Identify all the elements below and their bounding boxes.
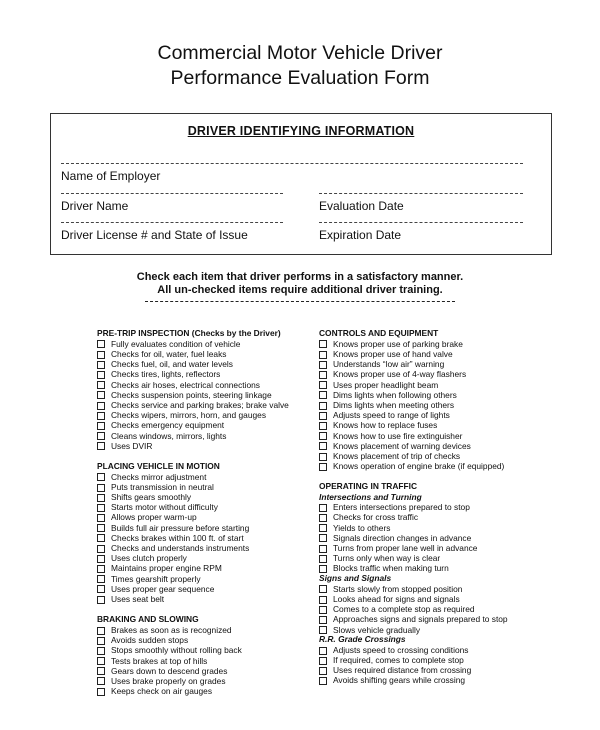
- driver-name-line[interactable]: [61, 193, 283, 194]
- license-line[interactable]: [61, 222, 283, 223]
- checkbox[interactable]: [97, 402, 105, 410]
- subsection-heading: Intersections and Turning: [319, 491, 422, 502]
- checklist-item-label: Checks and understands instruments: [111, 543, 250, 554]
- checklist-item: [97, 390, 297, 400]
- checklist-item-label: Checks wipers, mirrors, horn, and gauges: [111, 410, 267, 421]
- section-heading: OPERATING IN TRAFFIC: [319, 481, 418, 492]
- checklist-item: [319, 584, 549, 594]
- checklist-item: [319, 676, 549, 686]
- employer-label: Name of Employer: [61, 169, 161, 183]
- checkbox[interactable]: [97, 585, 105, 593]
- checklist-item-label: Knows placement of trip of checks: [333, 450, 461, 461]
- checklist-item-label: Adjusts speed to range of lights: [333, 410, 450, 421]
- checkbox[interactable]: [97, 422, 105, 430]
- checkbox[interactable]: [319, 667, 327, 675]
- subsection-heading: R.R. Grade Crossings: [319, 634, 406, 645]
- checklist-item-label: Fully evaluates condition of vehicle: [111, 338, 241, 349]
- checklist-item: [97, 676, 297, 686]
- checklist-item: [319, 544, 549, 554]
- checklist-item: [319, 594, 549, 604]
- checkbox[interactable]: [319, 412, 327, 420]
- checklist-item-label: Avoids shifting gears while crossing: [333, 675, 466, 686]
- checklist-item-label: Maintains proper engine RPM: [111, 563, 222, 574]
- checkbox[interactable]: [97, 677, 105, 685]
- checklist-item: [97, 687, 297, 697]
- checkbox[interactable]: [97, 494, 105, 502]
- checklist-item: [97, 401, 297, 411]
- checklist-item-label: Knows how to replace fuses: [333, 420, 438, 431]
- checklist-item-label: Understands “low air” warning: [333, 359, 445, 370]
- checkbox[interactable]: [319, 340, 327, 348]
- checklist-item-label: Approaches signs and signals prepared to stop: [333, 614, 508, 625]
- checklist-item-label: Uses proper headlight beam: [333, 379, 439, 390]
- checkbox[interactable]: [319, 391, 327, 399]
- checkbox[interactable]: [97, 504, 105, 512]
- checklist-item: [97, 656, 297, 666]
- checklist-item-label: Comes to a complete stop as required: [333, 604, 475, 615]
- checkbox[interactable]: [97, 596, 105, 604]
- right-checklist-column: [319, 329, 549, 686]
- checklist-item: [319, 503, 549, 513]
- checklist-item: [319, 441, 549, 451]
- form-title-line-1: Commercial Motor Vehicle Driver: [157, 42, 443, 64]
- checklist-item-label: Knows proper use of hand valve: [333, 349, 453, 360]
- section-heading: BRAKING AND SLOWING: [97, 614, 199, 625]
- checklist-item-label: Slows vehicle gradually: [333, 624, 421, 635]
- checklist-item-label: Checks fuel, oil, and water levels: [111, 359, 233, 370]
- license-label: Driver License # and State of Issue: [61, 228, 248, 242]
- checkbox[interactable]: [97, 432, 105, 440]
- checklist-item-label: Checks mirror adjustment: [111, 471, 207, 482]
- checklist-item-label: Dims lights when meeting others: [333, 400, 455, 410]
- checkbox[interactable]: [319, 555, 327, 563]
- checkbox[interactable]: [97, 340, 105, 348]
- checkbox[interactable]: [319, 534, 327, 542]
- checklist-item-label: Turns only when way is clear: [333, 553, 441, 564]
- checklist-item: [319, 554, 549, 564]
- checklist-item: [319, 605, 549, 615]
- checklist-item: [97, 564, 297, 574]
- checklist-item: [97, 350, 297, 360]
- checklist-item: [97, 636, 297, 646]
- driver-info-heading: DRIVER IDENTIFYING INFORMATION: [187, 124, 415, 138]
- checklist-item: [319, 380, 549, 390]
- checklist-item: [319, 656, 549, 666]
- checkbox[interactable]: [97, 688, 105, 696]
- checklist-item: [97, 513, 297, 523]
- checkbox[interactable]: [97, 391, 105, 399]
- checklist-item: [97, 544, 297, 554]
- checkbox[interactable]: [319, 453, 327, 461]
- checklist-item-label: Dims lights when following others: [333, 389, 457, 400]
- checkbox[interactable]: [319, 647, 327, 655]
- checklist-item-label: Knows proper use of 4-way flashers: [333, 369, 467, 380]
- checklist-item: [97, 482, 297, 492]
- checklist-item: [319, 666, 549, 676]
- checkbox[interactable]: [319, 463, 327, 471]
- instructions-divider: [145, 301, 455, 302]
- checklist-item: [319, 431, 549, 441]
- checklist-item-label: Looks ahead for signs and signals: [333, 593, 460, 604]
- checklist-item-label: Avoids sudden stops: [111, 635, 189, 646]
- checklist-item: [319, 411, 549, 421]
- checklist-item-label: Checks tires, lights, reflectors: [111, 369, 221, 380]
- checkbox[interactable]: [97, 545, 105, 553]
- checkbox[interactable]: [97, 381, 105, 389]
- checkbox[interactable]: [97, 371, 105, 379]
- checkbox[interactable]: [97, 667, 105, 675]
- checkbox[interactable]: [319, 402, 327, 410]
- checklist-item: [97, 493, 297, 503]
- checklist-item: [319, 533, 549, 543]
- checkbox[interactable]: [97, 657, 105, 665]
- checklist-item-label: Uses clutch properly: [111, 553, 187, 564]
- checklist-item: [97, 421, 297, 431]
- checkbox[interactable]: [97, 534, 105, 542]
- checklist-item-label: Allows proper warm-up: [111, 512, 197, 523]
- checklist-item-label: Blocks traffic when making turn: [333, 563, 449, 574]
- checklist-item: [319, 360, 549, 370]
- checkbox[interactable]: [319, 514, 327, 522]
- checkbox[interactable]: [319, 677, 327, 685]
- checklist-item: [97, 431, 297, 441]
- checklist-item-label: Signals direction changes in advance: [333, 532, 472, 543]
- checklist-item-label: Starts motor without difficulty: [111, 502, 218, 513]
- employer-line[interactable]: [61, 163, 523, 164]
- checklist-item: [97, 441, 297, 451]
- checklist-item: [97, 523, 297, 533]
- instruction-line-1: Check each item that driver performs in a satisfactory manner.: [136, 271, 464, 283]
- checklist-item-label: Adjusts speed to crossing conditions: [333, 644, 469, 655]
- checkbox[interactable]: [319, 616, 327, 624]
- checklist-item-label: Uses DVIR: [111, 440, 153, 451]
- checklist-item-label: Checks suspension points, steering linkage: [111, 389, 272, 400]
- checklist-item-label: Uses brake properly on grades: [111, 675, 226, 686]
- checklist-item: [319, 390, 549, 400]
- checkbox[interactable]: [97, 647, 105, 655]
- checkbox[interactable]: [97, 627, 105, 635]
- checkbox[interactable]: [319, 432, 327, 440]
- checklist-item-label: Starts slowly from stopped position: [333, 583, 463, 594]
- checkbox[interactable]: [97, 351, 105, 359]
- section-heading: PLACING VEHICLE IN MOTION: [97, 460, 220, 471]
- checklist-item: [97, 370, 297, 380]
- checkbox[interactable]: [319, 422, 327, 430]
- checklist-item-label: Knows operation of engine brake (if equipped): [333, 461, 505, 472]
- checkbox[interactable]: [319, 565, 327, 573]
- checklist-item: [319, 615, 549, 625]
- checkbox[interactable]: [97, 565, 105, 573]
- checklist-item-label: Uses seat belt: [111, 593, 165, 604]
- checklist-item-label: Uses required distance from crossing: [333, 665, 472, 676]
- checkbox[interactable]: [97, 473, 105, 481]
- checklist-item-label: Turns from proper lane well in advance: [333, 543, 478, 554]
- checklist-item: [97, 503, 297, 513]
- checkbox[interactable]: [97, 524, 105, 532]
- subsection-heading: Signs and Signals: [319, 573, 392, 584]
- evaluation-date-line[interactable]: [319, 193, 523, 194]
- form-title-line-2: Performance Evaluation Form: [170, 67, 430, 89]
- checkbox[interactable]: [319, 657, 327, 665]
- checklist-item-label: Stops smoothly without rolling back: [111, 645, 242, 656]
- checklist-item-label: Tests brakes at top of hills: [111, 655, 208, 666]
- checklist-item: [319, 339, 549, 349]
- checkbox[interactable]: [97, 514, 105, 522]
- expiration-line[interactable]: [319, 222, 523, 223]
- checklist-item-label: Checks air hoses, electrical connections: [111, 379, 260, 390]
- expiration-label: Expiration Date: [319, 228, 402, 242]
- checkbox[interactable]: [97, 412, 105, 420]
- checklist-item: [97, 360, 297, 370]
- checklist-item: [97, 339, 297, 349]
- checklist-item: [97, 380, 297, 390]
- checklist-item: [319, 370, 549, 380]
- checklist-item-label: Gears down to descend grades: [111, 665, 228, 676]
- checkbox[interactable]: [319, 626, 327, 634]
- instruction-line-2: All un-checked items require additional driver training.: [157, 284, 443, 296]
- checklist-item-label: Knows proper use of parking brake: [333, 338, 463, 349]
- checklist-item-label: Keeps check on air gauges: [111, 686, 213, 697]
- checklist-item: [319, 513, 549, 523]
- checklist-item: [97, 411, 297, 421]
- section-heading: PRE-TRIP INSPECTION (Checks by the Driver): [97, 328, 281, 338]
- checklist-item-label: Cleans windows, mirrors, lights: [111, 430, 227, 441]
- checklist-item: [319, 523, 549, 533]
- checklist-item: [319, 462, 549, 472]
- checklist-item: [97, 574, 297, 584]
- checklist-item-label: Knows placement of warning devices: [333, 440, 471, 451]
- left-checklist-column: [97, 329, 297, 697]
- checkbox[interactable]: [319, 545, 327, 553]
- checklist-item-label: Checks emergency equipment: [111, 420, 225, 431]
- checkbox[interactable]: [97, 442, 105, 450]
- checklist-item: [97, 472, 297, 482]
- checklist-item-label: Puts transmission in neutral: [111, 481, 214, 492]
- checklist-item: [319, 645, 549, 655]
- checklist-item: [97, 584, 297, 594]
- checklist-item: [97, 554, 297, 564]
- checklist-item-label: Yields to others: [333, 522, 391, 533]
- checklist-item: [319, 350, 549, 360]
- checklist-item-label: Enters intersections prepared to stop: [333, 502, 470, 513]
- checklist-item: [97, 594, 297, 604]
- checklist-item: [319, 421, 549, 431]
- checklist-item-label: Checks for oil, water, fuel leaks: [111, 349, 227, 360]
- checklist-item-label: Checks for cross traffic: [333, 512, 419, 523]
- checkbox[interactable]: [319, 585, 327, 593]
- section-heading: CONTROLS AND EQUIPMENT: [319, 328, 439, 338]
- checkbox[interactable]: [319, 361, 327, 369]
- checkbox[interactable]: [319, 351, 327, 359]
- checkbox[interactable]: [319, 524, 327, 532]
- checklist-item-label: Uses proper gear sequence: [111, 583, 215, 594]
- checklist-item-label: Builds full air pressure before starting: [111, 522, 250, 533]
- checkbox[interactable]: [319, 442, 327, 450]
- checklist-item-label: Checks brakes within 100 ft. of start: [111, 532, 244, 543]
- checkbox[interactable]: [319, 606, 327, 614]
- checkbox[interactable]: [97, 555, 105, 563]
- checklist-item: [97, 666, 297, 676]
- driver-name-label: Driver Name: [61, 199, 129, 213]
- checklist-item-label: Knows how to use fire extinguisher: [333, 430, 463, 441]
- evaluation-date-label: Evaluation Date: [319, 199, 404, 213]
- checklist-item: [97, 533, 297, 543]
- checklist-item-label: Shifts gears smoothly: [111, 492, 192, 503]
- checkbox[interactable]: [319, 504, 327, 512]
- checklist-item: [319, 451, 549, 461]
- driver-info-box: [50, 113, 552, 255]
- checkbox[interactable]: [97, 484, 105, 492]
- checklist-item: [97, 646, 297, 656]
- checklist-item-label: Brakes as soon as is recognized: [111, 624, 232, 635]
- checklist-item-label: Checks service and parking brakes; brake valve: [111, 400, 289, 410]
- checklist-item: [97, 625, 297, 635]
- checkbox[interactable]: [319, 596, 327, 604]
- checklist-item-label: If required, comes to complete stop: [333, 655, 464, 666]
- checklist-item: [319, 401, 549, 411]
- checkbox[interactable]: [97, 361, 105, 369]
- checkbox[interactable]: [97, 575, 105, 583]
- checkbox[interactable]: [319, 381, 327, 389]
- checkbox[interactable]: [319, 371, 327, 379]
- checkbox[interactable]: [97, 637, 105, 645]
- checklist-item-label: Times gearshift properly: [111, 573, 201, 584]
